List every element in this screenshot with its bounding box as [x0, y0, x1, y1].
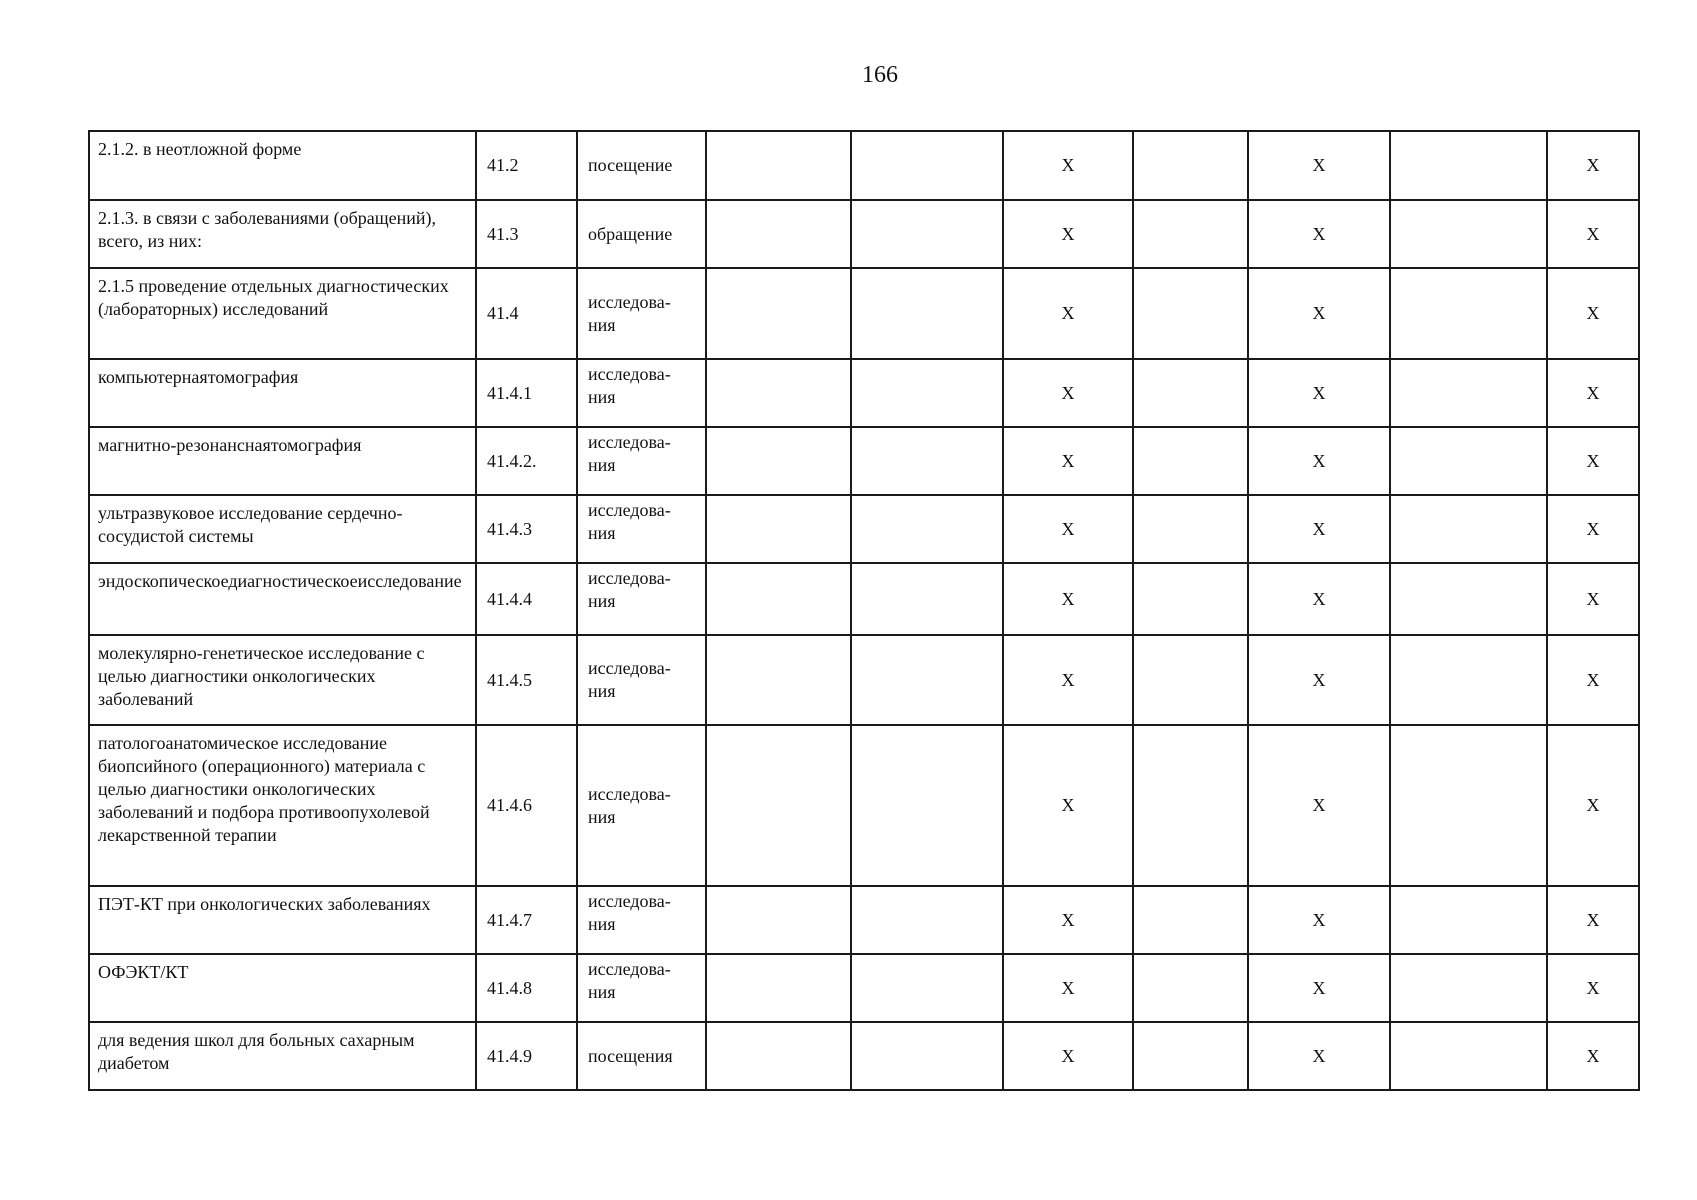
- empty-cell: [706, 635, 851, 725]
- empty-cell: [1133, 725, 1248, 886]
- empty-cell: [706, 427, 851, 495]
- empty-cell: [851, 200, 1003, 268]
- x-mark-cell: X: [1248, 131, 1390, 200]
- empty-cell: [1133, 1022, 1248, 1090]
- table-row: [89, 886, 1639, 954]
- empty-cell: [706, 359, 851, 427]
- empty-cell: [851, 131, 1003, 200]
- x-mark-cell: X: [1003, 359, 1133, 427]
- table-row: [89, 1022, 1639, 1090]
- x-mark-cell: X: [1547, 359, 1639, 427]
- row-unit-cell: исследова- ния: [577, 495, 706, 563]
- empty-cell: [706, 495, 851, 563]
- row-code-cell: 41.4.4: [476, 563, 577, 635]
- empty-cell: [706, 954, 851, 1022]
- x-mark-cell: X: [1248, 427, 1390, 495]
- data-table: [88, 130, 1640, 1091]
- x-mark-cell: X: [1547, 886, 1639, 954]
- x-mark-cell: X: [1248, 200, 1390, 268]
- empty-cell: [1390, 635, 1547, 725]
- x-mark-cell: X: [1547, 954, 1639, 1022]
- empty-cell: [1390, 200, 1547, 268]
- row-name-cell: ОФЭКТ/КТ: [89, 954, 476, 1022]
- row-name-cell: 2.1.2. в неотложной форме: [89, 131, 476, 200]
- empty-cell: [1390, 268, 1547, 359]
- x-mark-cell: X: [1547, 725, 1639, 886]
- row-unit-cell: посещения: [577, 1022, 706, 1090]
- empty-cell: [1390, 954, 1547, 1022]
- row-code-cell: 41.4.5: [476, 635, 577, 725]
- x-mark-cell: X: [1248, 495, 1390, 563]
- row-unit-cell: исследова- ния: [577, 359, 706, 427]
- row-name-cell: эндоскопическоедиагностическоеисследование: [89, 563, 476, 635]
- empty-cell: [706, 886, 851, 954]
- empty-cell: [1133, 359, 1248, 427]
- empty-cell: [1390, 563, 1547, 635]
- table-row: [89, 359, 1639, 427]
- empty-cell: [1390, 725, 1547, 886]
- empty-cell: [851, 495, 1003, 563]
- empty-cell: [1390, 131, 1547, 200]
- x-mark-cell: X: [1547, 1022, 1639, 1090]
- empty-cell: [851, 886, 1003, 954]
- row-unit-cell: исследова- ния: [577, 268, 706, 359]
- empty-cell: [706, 131, 851, 200]
- x-mark-cell: X: [1248, 563, 1390, 635]
- table-row: [89, 268, 1639, 359]
- empty-cell: [706, 725, 851, 886]
- x-mark-cell: X: [1547, 495, 1639, 563]
- x-mark-cell: X: [1003, 725, 1133, 886]
- row-name-cell: ПЭТ-КТ при онкологических заболеваниях: [89, 886, 476, 954]
- x-mark-cell: X: [1248, 1022, 1390, 1090]
- x-mark-cell: X: [1547, 131, 1639, 200]
- row-code-cell: 41.4.7: [476, 886, 577, 954]
- empty-cell: [706, 1022, 851, 1090]
- x-mark-cell: X: [1003, 131, 1133, 200]
- x-mark-cell: X: [1003, 635, 1133, 725]
- empty-cell: [1133, 427, 1248, 495]
- empty-cell: [1390, 359, 1547, 427]
- empty-cell: [1133, 495, 1248, 563]
- empty-cell: [1133, 954, 1248, 1022]
- x-mark-cell: X: [1003, 563, 1133, 635]
- empty-cell: [706, 200, 851, 268]
- x-mark-cell: X: [1248, 359, 1390, 427]
- x-mark-cell: X: [1003, 268, 1133, 359]
- x-mark-cell: X: [1003, 495, 1133, 563]
- x-mark-cell: X: [1003, 1022, 1133, 1090]
- empty-cell: [1390, 1022, 1547, 1090]
- table-row: [89, 563, 1639, 635]
- row-code-cell: 41.4.2.: [476, 427, 577, 495]
- row-code-cell: 41.4.6: [476, 725, 577, 886]
- empty-cell: [1390, 886, 1547, 954]
- x-mark-cell: X: [1003, 200, 1133, 268]
- table-row: [89, 427, 1639, 495]
- table-row: [89, 131, 1639, 200]
- empty-cell: [1133, 131, 1248, 200]
- row-unit-cell: исследова- ния: [577, 635, 706, 725]
- row-name-cell: 2.1.5 проведение отдельных диагностических (лабораторных) исследований: [89, 268, 476, 359]
- table-row: [89, 495, 1639, 563]
- row-code-cell: 41.2: [476, 131, 577, 200]
- empty-cell: [1133, 886, 1248, 954]
- row-unit-cell: исследова- ния: [577, 563, 706, 635]
- empty-cell: [1133, 200, 1248, 268]
- empty-cell: [1133, 635, 1248, 725]
- x-mark-cell: X: [1248, 886, 1390, 954]
- x-mark-cell: X: [1547, 268, 1639, 359]
- empty-cell: [1390, 495, 1547, 563]
- row-code-cell: 41.4.1: [476, 359, 577, 427]
- empty-cell: [1390, 427, 1547, 495]
- empty-cell: [851, 359, 1003, 427]
- empty-cell: [851, 1022, 1003, 1090]
- empty-cell: [851, 563, 1003, 635]
- table-row: [89, 954, 1639, 1022]
- row-code-cell: 41.4.8: [476, 954, 577, 1022]
- row-code-cell: 41.4: [476, 268, 577, 359]
- empty-cell: [1133, 268, 1248, 359]
- table-row: [89, 200, 1639, 268]
- x-mark-cell: X: [1248, 725, 1390, 886]
- x-mark-cell: X: [1547, 200, 1639, 268]
- x-mark-cell: X: [1003, 427, 1133, 495]
- empty-cell: [851, 725, 1003, 886]
- empty-cell: [851, 954, 1003, 1022]
- table-body: [89, 131, 1639, 1090]
- table-row: [89, 635, 1639, 725]
- row-name-cell: молекулярно-генетическое исследование с целью диагностики онкологических заболеваний: [89, 635, 476, 725]
- x-mark-cell: X: [1003, 886, 1133, 954]
- row-name-cell: патологоанатомическое исследование биопсийного (операционного) материала с целью диагностики онкологических заболеваний и подбора противоопухолевой лекарственной терапии: [89, 725, 476, 886]
- row-name-cell: 2.1.3. в связи с заболеваниями (обращений), всего, из них:: [89, 200, 476, 268]
- empty-cell: [706, 563, 851, 635]
- empty-cell: [851, 268, 1003, 359]
- row-code-cell: 41.4.3: [476, 495, 577, 563]
- page-number: 166: [862, 62, 898, 88]
- row-name-cell: компьютернаятомография: [89, 359, 476, 427]
- row-name-cell: ультразвуковое исследование сердечно-сосудистой системы: [89, 495, 476, 563]
- empty-cell: [851, 635, 1003, 725]
- row-unit-cell: исследова- ния: [577, 427, 706, 495]
- row-code-cell: 41.4.9: [476, 1022, 577, 1090]
- empty-cell: [1133, 563, 1248, 635]
- x-mark-cell: X: [1547, 635, 1639, 725]
- empty-cell: [706, 268, 851, 359]
- row-name-cell: магнитно-резонанснаятомография: [89, 427, 476, 495]
- row-unit-cell: исследова- ния: [577, 954, 706, 1022]
- x-mark-cell: X: [1248, 268, 1390, 359]
- x-mark-cell: X: [1547, 563, 1639, 635]
- row-unit-cell: исследова- ния: [577, 886, 706, 954]
- table-row: [89, 725, 1639, 886]
- x-mark-cell: X: [1248, 954, 1390, 1022]
- row-name-cell: для ведения школ для больных сахарным диабетом: [89, 1022, 476, 1090]
- empty-cell: [851, 427, 1003, 495]
- x-mark-cell: X: [1248, 635, 1390, 725]
- row-unit-cell: исследова- ния: [577, 725, 706, 886]
- row-unit-cell: посещение: [577, 131, 706, 200]
- row-unit-cell: обращение: [577, 200, 706, 268]
- x-mark-cell: X: [1003, 954, 1133, 1022]
- row-code-cell: 41.3: [476, 200, 577, 268]
- x-mark-cell: X: [1547, 427, 1639, 495]
